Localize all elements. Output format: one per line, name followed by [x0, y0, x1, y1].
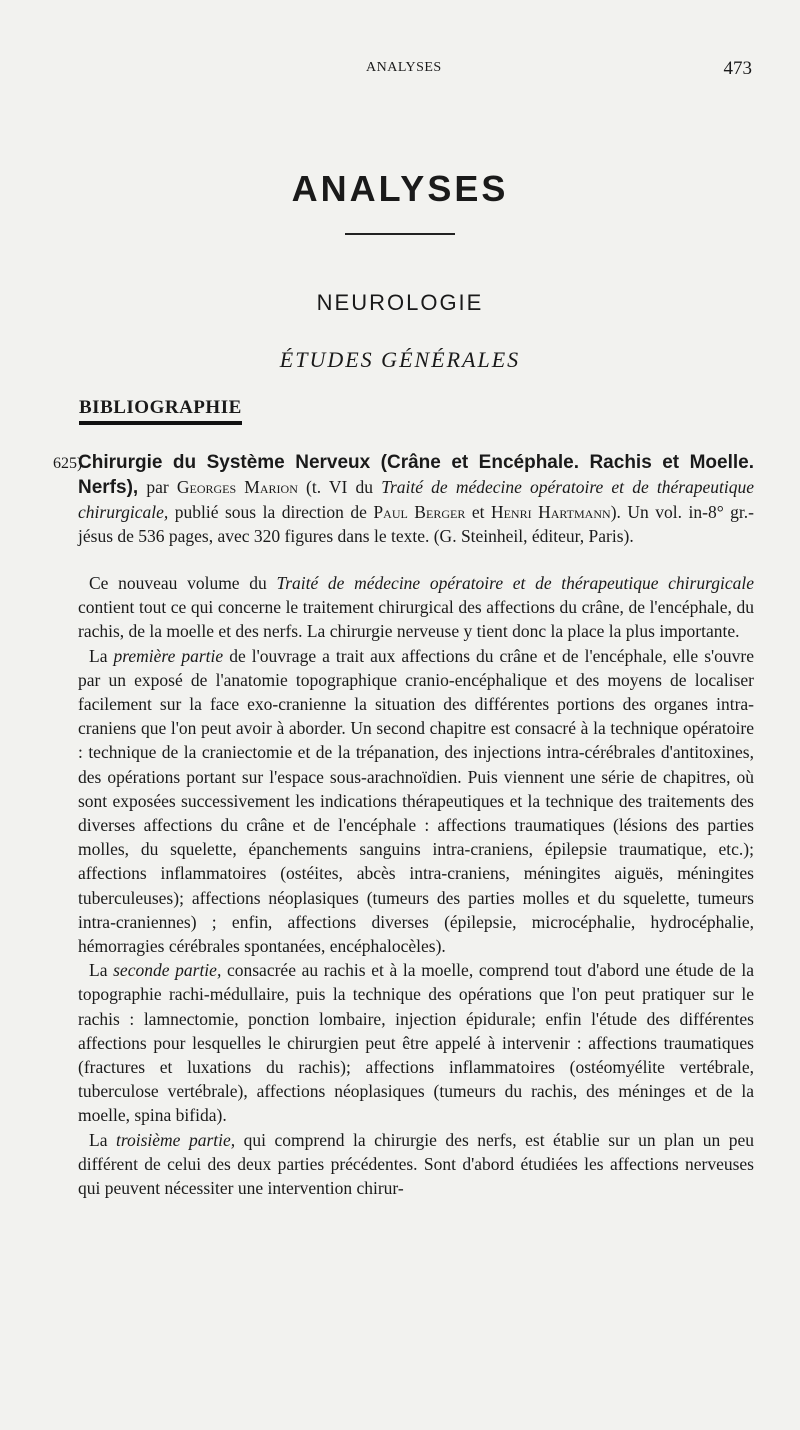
entry-editor-2: Henri Hartmann — [490, 502, 611, 522]
paragraph — [78, 644, 754, 959]
entry-and: et — [471, 502, 485, 522]
paragraph-text: consacrée au rachis et à la moelle, comprend tout d'abord une étude de la topographie rachi-médullaire, puis la technique des opérations que l'on peut pratiquer sur le rachis : lamnectomie, ponction lombaire, injection épidurale; enfin l'étude des différentes affections pour lesquelles le chirurgien peut être appelé à intervenir : affections traumatiques (fractures et luxations du rachis); affections inflammatoires (ostéomyélite vertébrale, tuberculose vertébrale), affections néoplasiques (tumeurs du rachis, des méninges et de la moelle, spina bifida). — [78, 960, 755, 1126]
entry-title: Chirurgie du Système Nerveux (Crâne et Encéphale. Rachis et Moelle. Nerfs), — [78, 452, 754, 498]
paragraph-lead: La — [89, 960, 108, 981]
paragraph-emphasis: première partie — [113, 645, 224, 666]
paragraph-emphasis: troisième partie, — [115, 1129, 236, 1150]
paragraph — [78, 571, 754, 644]
running-head — [0, 60, 800, 86]
subsection-title: ÉTUDES GÉNÉRALES — [279, 347, 521, 372]
paragraph-lead: La — [89, 645, 108, 666]
section-title: NEUROLOGIE — [316, 290, 484, 315]
paragraph — [78, 958, 754, 1127]
review-body — [78, 571, 754, 1200]
paragraph-emphasis: Traité de médecine opératoire et de thérapeutique chirurgicale — [276, 573, 755, 593]
paragraph-text: qui comprend la chirurgie des nerfs, est établie sur un plan un peu différent de celui des deux parties précédentes. Sont d'abord étudiées les affections nerveuses qui peuvent nécessiter une intervention chirur- — [78, 1129, 754, 1199]
category-heading: BIBLIOGRAPHIE — [79, 397, 242, 425]
entry-editor-1: Paul Berger — [373, 502, 466, 522]
entry-number: 625) — [53, 455, 83, 472]
page-number: 473 — [723, 58, 752, 79]
paragraph-text: de l'ouvrage a trait aux affections du crâne et de l'encéphale, elle s'ouvre par un exposé de l'anatomie topographique cranio-encéphalique et des moyens de localiser facilement sur la face exo-cranienne la situation des différentes portions des organes intra-craniens que l'on peut avoir à aborder. Un second chapitre est consacré à la technique opératoire : technique de la craniectomie et de la trépanation, des injections intra-cérébrales d'antitoxines, des opérations portant sur l'espace sous-arachnoïdien. Puis viennent une série de chapitres, où sont exposées successivement les indications thérapeutiques et la technique des traitements des diverses affections du crâne et de l'encéphale : affections traumatiques (lésions des parties molles, du squelette, épanchements sanguins intra-craniens, épilepsie traumatique, etc.); affections inflammatoires (ostéites, abcès intra-craniens, méningites aiguës, méningites tuberculeuses); affections néoplasiques (tumeurs des parties molles et du squelette, tumeurs intra-craniennes) ; enfin, affections diverses (épilepsie, microcéphalie, hydrocéphalie, hémorragies cérébrales spontanées, encéphalocèles). — [78, 645, 755, 957]
running-head-title: ANALYSES — [366, 60, 442, 75]
entry-direction: publié sous la direction de — [174, 502, 367, 522]
paragraph-lead: Ce nouveau volume du — [89, 573, 267, 593]
paragraph-lead: La — [89, 1129, 108, 1150]
main-title: ANALYSES — [291, 168, 509, 209]
entry-series-title: Traité de médecine opératoire et de thérapeutique chirurgicale, — [78, 477, 755, 522]
bibliography-entry — [53, 450, 755, 548]
entry-author: Georges Marion — [176, 477, 298, 497]
entry-par: par — [146, 477, 169, 497]
entry-details: ). Un vol. in-8° gr.-jésus de 536 pages, avec 320 figures dans le texte. (G. Steinheil, éditeur, Paris). — [78, 502, 754, 546]
title-rule — [345, 233, 455, 235]
entry-t-prefix: (t. VI du — [306, 477, 374, 497]
paragraph-text: contient tout ce qui concerne le traitement chirurgical des affections du crâne, de l'encéphale, du rachis, de la moelle et des nerfs. La chirurgie nerveuse y tient donc la place la plus importante. — [78, 597, 754, 642]
paragraph-emphasis: seconde partie, — [113, 960, 222, 981]
paragraph — [78, 1128, 754, 1201]
